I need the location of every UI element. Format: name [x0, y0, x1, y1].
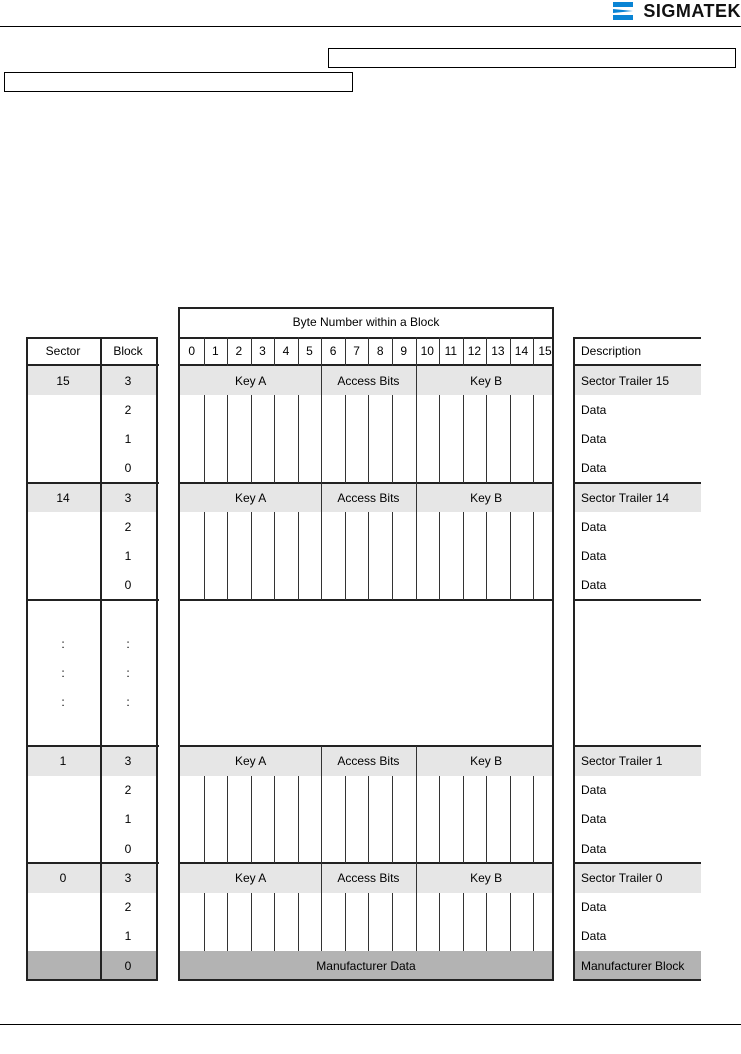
byte-divider	[533, 805, 534, 834]
byte-divider	[510, 542, 511, 571]
byte-divider	[204, 893, 205, 922]
byte-divider	[227, 805, 228, 834]
sector-ellipsis: :	[61, 666, 65, 681]
blank-field-2	[4, 72, 353, 92]
byte-number-10: 10	[420, 344, 434, 358]
sector-number: 14	[56, 490, 70, 505]
byte-divider	[368, 922, 369, 951]
block-number: 2	[124, 900, 132, 915]
byte-number-2: 2	[235, 344, 243, 358]
byte-divider	[204, 805, 205, 834]
byte-divider	[368, 512, 369, 541]
sector-ellipsis: :	[61, 636, 65, 651]
sector-divider	[178, 482, 554, 484]
byte-divider	[321, 805, 322, 834]
byte-divider	[274, 571, 275, 600]
byte-divider	[274, 542, 275, 571]
block-description: Data	[581, 783, 607, 798]
byte-divider	[533, 512, 534, 541]
access-bits-field: Access Bits	[337, 373, 400, 388]
block-description: Data	[581, 432, 607, 447]
byte-divider	[510, 571, 511, 600]
sector-divider	[573, 482, 701, 484]
byte-divider	[204, 571, 205, 600]
byte-divider	[416, 337, 417, 366]
byte-divider	[321, 395, 322, 424]
block-number: 2	[124, 402, 132, 417]
byte-divider	[298, 922, 299, 951]
byte-divider	[368, 454, 369, 483]
byte-divider	[510, 512, 511, 541]
field-divider	[321, 483, 322, 512]
byte-number-9: 9	[400, 344, 408, 358]
byte-divider	[345, 922, 346, 951]
byte-divider	[392, 776, 393, 805]
sector-divider	[573, 745, 701, 747]
byte-divider	[227, 454, 228, 483]
byte-divider	[510, 395, 511, 424]
byte-divider	[486, 425, 487, 454]
byte-divider	[345, 337, 346, 366]
sigmatek-logo	[611, 0, 741, 22]
block-number: 0	[124, 958, 132, 973]
byte-divider	[368, 571, 369, 600]
byte-divider	[368, 542, 369, 571]
byte-divider	[321, 542, 322, 571]
byte-divider	[439, 922, 440, 951]
byte-divider	[392, 542, 393, 571]
header-bottom-rule	[26, 364, 159, 366]
byte-divider	[463, 454, 464, 483]
byte-divider	[227, 571, 228, 600]
byte-divider	[416, 454, 417, 483]
byte-number-3: 3	[259, 344, 266, 358]
block-description: Data	[581, 841, 607, 856]
byte-divider	[392, 571, 393, 600]
block-ellipsis: :	[126, 695, 130, 710]
byte-divider	[533, 571, 534, 600]
byte-divider	[463, 834, 464, 863]
description-header: Description	[581, 344, 642, 358]
byte-divider	[274, 776, 275, 805]
byte-divider	[510, 922, 511, 951]
byte-divider	[298, 512, 299, 541]
brand-name: SIGMATEK	[643, 0, 741, 21]
sector-divider	[26, 482, 159, 484]
byte-divider	[439, 512, 440, 541]
block-number: 1	[124, 432, 132, 447]
byte-divider	[416, 395, 417, 424]
byte-divider	[251, 893, 252, 922]
field-divider	[321, 366, 322, 395]
byte-divider	[274, 337, 275, 366]
block-number: 1	[124, 812, 132, 827]
block-description: Data	[581, 402, 607, 417]
block-number: 1	[124, 549, 132, 564]
byte-divider	[439, 776, 440, 805]
byte-divider	[392, 425, 393, 454]
byte-divider	[463, 425, 464, 454]
byte-divider	[251, 425, 252, 454]
byte-divider	[368, 776, 369, 805]
byte-divider	[321, 571, 322, 600]
byte-divider	[392, 395, 393, 424]
block-number: 0	[124, 841, 132, 856]
byte-number-8: 8	[376, 344, 384, 358]
sector-divider	[178, 599, 554, 601]
byte-divider	[416, 805, 417, 834]
block-description: Sector Trailer 15	[581, 373, 670, 388]
byte-divider	[463, 893, 464, 922]
sector-number: 1	[59, 753, 67, 768]
byte-divider	[274, 834, 275, 863]
byte-divider	[251, 922, 252, 951]
sector-ellipsis: :	[61, 695, 65, 710]
byte-divider	[463, 337, 464, 366]
byte-divider	[486, 571, 487, 600]
byte-divider	[298, 337, 299, 366]
key-a-field: Key A	[234, 870, 267, 885]
byte-divider	[368, 893, 369, 922]
byte-divider	[251, 395, 252, 424]
block-description: Data	[581, 900, 607, 915]
byte-divider	[416, 776, 417, 805]
byte-divider	[345, 834, 346, 863]
byte-divider	[486, 922, 487, 951]
byte-divider	[298, 542, 299, 571]
byte-divider	[439, 337, 440, 366]
key-b-field: Key B	[470, 373, 503, 388]
byte-divider	[416, 893, 417, 922]
byte-divider	[204, 395, 205, 424]
field-divider	[416, 746, 417, 775]
byte-divider	[298, 395, 299, 424]
header-rule	[0, 26, 741, 27]
block-number: 3	[124, 373, 132, 388]
field-divider	[416, 366, 417, 395]
byte-divider	[321, 337, 322, 366]
byte-number-0: 0	[188, 344, 196, 358]
byte-divider	[533, 922, 534, 951]
header-bottom-rule	[573, 364, 701, 366]
key-a-field: Key A	[234, 373, 267, 388]
byte-number-13: 13	[491, 344, 505, 358]
access-bits-field: Access Bits	[337, 753, 400, 768]
byte-divider	[251, 542, 252, 571]
sector-number: 0	[59, 870, 67, 885]
byte-divider	[274, 454, 275, 483]
byte-divider	[251, 337, 252, 366]
byte-divider	[416, 425, 417, 454]
block-number: 2	[124, 783, 132, 798]
byte-divider	[392, 337, 393, 366]
byte-divider	[204, 454, 205, 483]
byte-divider	[204, 542, 205, 571]
byte-divider	[392, 512, 393, 541]
block-number: 3	[124, 753, 132, 768]
byte-divider	[463, 571, 464, 600]
byte-divider	[204, 512, 205, 541]
byte-divider	[533, 776, 534, 805]
footer-rule	[0, 1024, 741, 1025]
sector-divider	[178, 745, 554, 747]
byte-divider	[321, 776, 322, 805]
block-description: Sector Trailer 0	[581, 870, 663, 885]
key-b-field: Key B	[470, 753, 503, 768]
block-description: Data	[581, 578, 607, 593]
block-description: Sector Trailer 14	[581, 490, 670, 505]
block-description: Data	[581, 461, 607, 476]
byte-divider	[204, 776, 205, 805]
byte-divider	[510, 337, 511, 366]
block-description: Data	[581, 929, 607, 944]
byte-divider	[227, 512, 228, 541]
byte-divider	[510, 776, 511, 805]
block-number: 0	[124, 578, 132, 593]
block-number: 2	[124, 519, 132, 534]
byte-header-divider	[178, 337, 554, 339]
key-b-field: Key B	[470, 490, 503, 505]
byte-divider	[510, 834, 511, 863]
byte-number-7: 7	[353, 344, 360, 358]
byte-number-11: 11	[444, 344, 458, 358]
byte-divider	[204, 922, 205, 951]
byte-divider	[416, 571, 417, 600]
block-description: Data	[581, 549, 607, 564]
byte-divider	[486, 834, 487, 863]
byte-divider	[368, 805, 369, 834]
byte-divider	[533, 893, 534, 922]
byte-divider	[486, 395, 487, 424]
sector-divider	[178, 862, 554, 864]
byte-divider	[416, 834, 417, 863]
access-bits-field: Access Bits	[337, 490, 400, 505]
byte-divider	[486, 337, 487, 366]
byte-divider	[439, 395, 440, 424]
byte-divider	[227, 893, 228, 922]
byte-divider	[251, 454, 252, 483]
block-header: Block	[113, 344, 143, 358]
sector-header: Sector	[45, 344, 81, 358]
byte-divider	[274, 395, 275, 424]
byte-divider	[227, 395, 228, 424]
byte-divider	[345, 776, 346, 805]
sector-divider	[573, 599, 701, 601]
byte-divider	[486, 805, 487, 834]
byte-divider	[345, 571, 346, 600]
byte-number-6: 6	[329, 344, 337, 358]
byte-divider	[486, 512, 487, 541]
byte-divider	[274, 425, 275, 454]
byte-divider	[298, 571, 299, 600]
byte-divider	[510, 425, 511, 454]
manufacturer-data: Manufacturer Data	[316, 958, 416, 973]
byte-divider	[227, 922, 228, 951]
byte-divider	[463, 512, 464, 541]
byte-divider	[298, 893, 299, 922]
byte-divider	[298, 776, 299, 805]
byte-divider	[533, 454, 534, 483]
byte-divider	[368, 834, 369, 863]
byte-divider	[204, 425, 205, 454]
byte-divider	[345, 512, 346, 541]
block-number: 1	[124, 929, 132, 944]
byte-number-1: 1	[211, 344, 219, 358]
byte-divider	[510, 454, 511, 483]
byte-divider	[251, 805, 252, 834]
byte-divider	[227, 425, 228, 454]
field-divider	[321, 746, 322, 775]
byte-divider	[298, 454, 299, 483]
byte-divider	[439, 893, 440, 922]
byte-divider	[439, 805, 440, 834]
byte-divider	[463, 776, 464, 805]
byte-divider	[486, 454, 487, 483]
access-bits-field: Access Bits	[337, 870, 400, 885]
byte-divider	[533, 425, 534, 454]
byte-divider	[439, 542, 440, 571]
byte-divider	[251, 834, 252, 863]
byte-divider	[439, 425, 440, 454]
byte-divider	[345, 542, 346, 571]
byte-divider	[321, 512, 322, 541]
byte-divider	[439, 834, 440, 863]
byte-divider	[533, 834, 534, 863]
byte-divider	[463, 805, 464, 834]
byte-divider	[345, 805, 346, 834]
field-divider	[416, 863, 417, 892]
byte-divider	[345, 395, 346, 424]
key-a-field: Key A	[234, 753, 267, 768]
byte-number-15: 15	[538, 344, 552, 358]
byte-divider	[298, 834, 299, 863]
byte-divider	[463, 395, 464, 424]
byte-divider	[439, 571, 440, 600]
byte-number-5: 5	[306, 344, 313, 358]
sector-divider	[26, 862, 159, 864]
block-number: 0	[124, 461, 132, 476]
byte-divider	[274, 512, 275, 541]
byte-divider	[204, 337, 205, 366]
block-description: Sector Trailer 1	[581, 753, 663, 768]
byte-divider	[321, 893, 322, 922]
byte-divider	[533, 337, 534, 366]
byte-divider	[392, 805, 393, 834]
sector-divider	[573, 862, 701, 864]
byte-divider	[251, 776, 252, 805]
byte-divider	[227, 776, 228, 805]
block-ellipsis: :	[126, 666, 130, 681]
byte-divider	[298, 425, 299, 454]
byte-divider	[392, 922, 393, 951]
sector-divider	[26, 599, 159, 601]
byte-divider	[321, 922, 322, 951]
byte-divider	[486, 893, 487, 922]
byte-divider	[321, 425, 322, 454]
byte-divider	[533, 395, 534, 424]
byte-divider	[321, 454, 322, 483]
byte-divider	[345, 425, 346, 454]
header-bottom-rule	[178, 364, 554, 366]
byte-divider	[368, 395, 369, 424]
key-a-field: Key A	[234, 490, 267, 505]
byte-divider	[392, 834, 393, 863]
field-divider	[416, 483, 417, 512]
block-description: Data	[581, 812, 607, 827]
byte-divider	[416, 922, 417, 951]
byte-number-12: 12	[467, 344, 482, 358]
block-ellipsis: :	[126, 636, 130, 651]
byte-divider	[204, 834, 205, 863]
byte-divider	[533, 542, 534, 571]
byte-divider	[345, 893, 346, 922]
byte-divider	[227, 337, 228, 366]
sector-divider	[26, 745, 159, 747]
byte-divider	[345, 454, 346, 483]
sector-number: 15	[56, 373, 70, 388]
byte-number-14: 14	[514, 344, 529, 358]
byte-number-4: 4	[282, 344, 290, 358]
byte-divider	[274, 893, 275, 922]
byte-divider	[274, 805, 275, 834]
byte-divider	[274, 922, 275, 951]
blank-field-1	[328, 48, 736, 68]
byte-divider	[368, 337, 369, 366]
block-description: Manufacturer Block	[581, 958, 685, 973]
byte-divider	[392, 454, 393, 483]
block-description: Data	[581, 519, 607, 534]
block-number: 3	[124, 490, 132, 505]
byte-divider	[251, 571, 252, 600]
field-divider	[321, 863, 322, 892]
byte-divider	[368, 425, 369, 454]
byte-divider	[392, 893, 393, 922]
byte-divider	[227, 542, 228, 571]
byte-divider	[439, 454, 440, 483]
byte-divider	[510, 805, 511, 834]
byte-divider	[463, 542, 464, 571]
byte-divider	[486, 776, 487, 805]
block-number: 3	[124, 870, 132, 885]
byte-divider	[227, 834, 228, 863]
byte-divider	[416, 512, 417, 541]
key-b-field: Key B	[470, 870, 503, 885]
byte-divider	[510, 893, 511, 922]
byte-divider	[251, 512, 252, 541]
byte-divider	[463, 922, 464, 951]
byte-divider	[486, 542, 487, 571]
sigmatek-logo-icon	[611, 0, 637, 22]
byte-divider	[321, 834, 322, 863]
byte-divider	[416, 542, 417, 571]
byte-number-header: Byte Number within a Block	[292, 315, 440, 329]
byte-divider	[298, 805, 299, 834]
